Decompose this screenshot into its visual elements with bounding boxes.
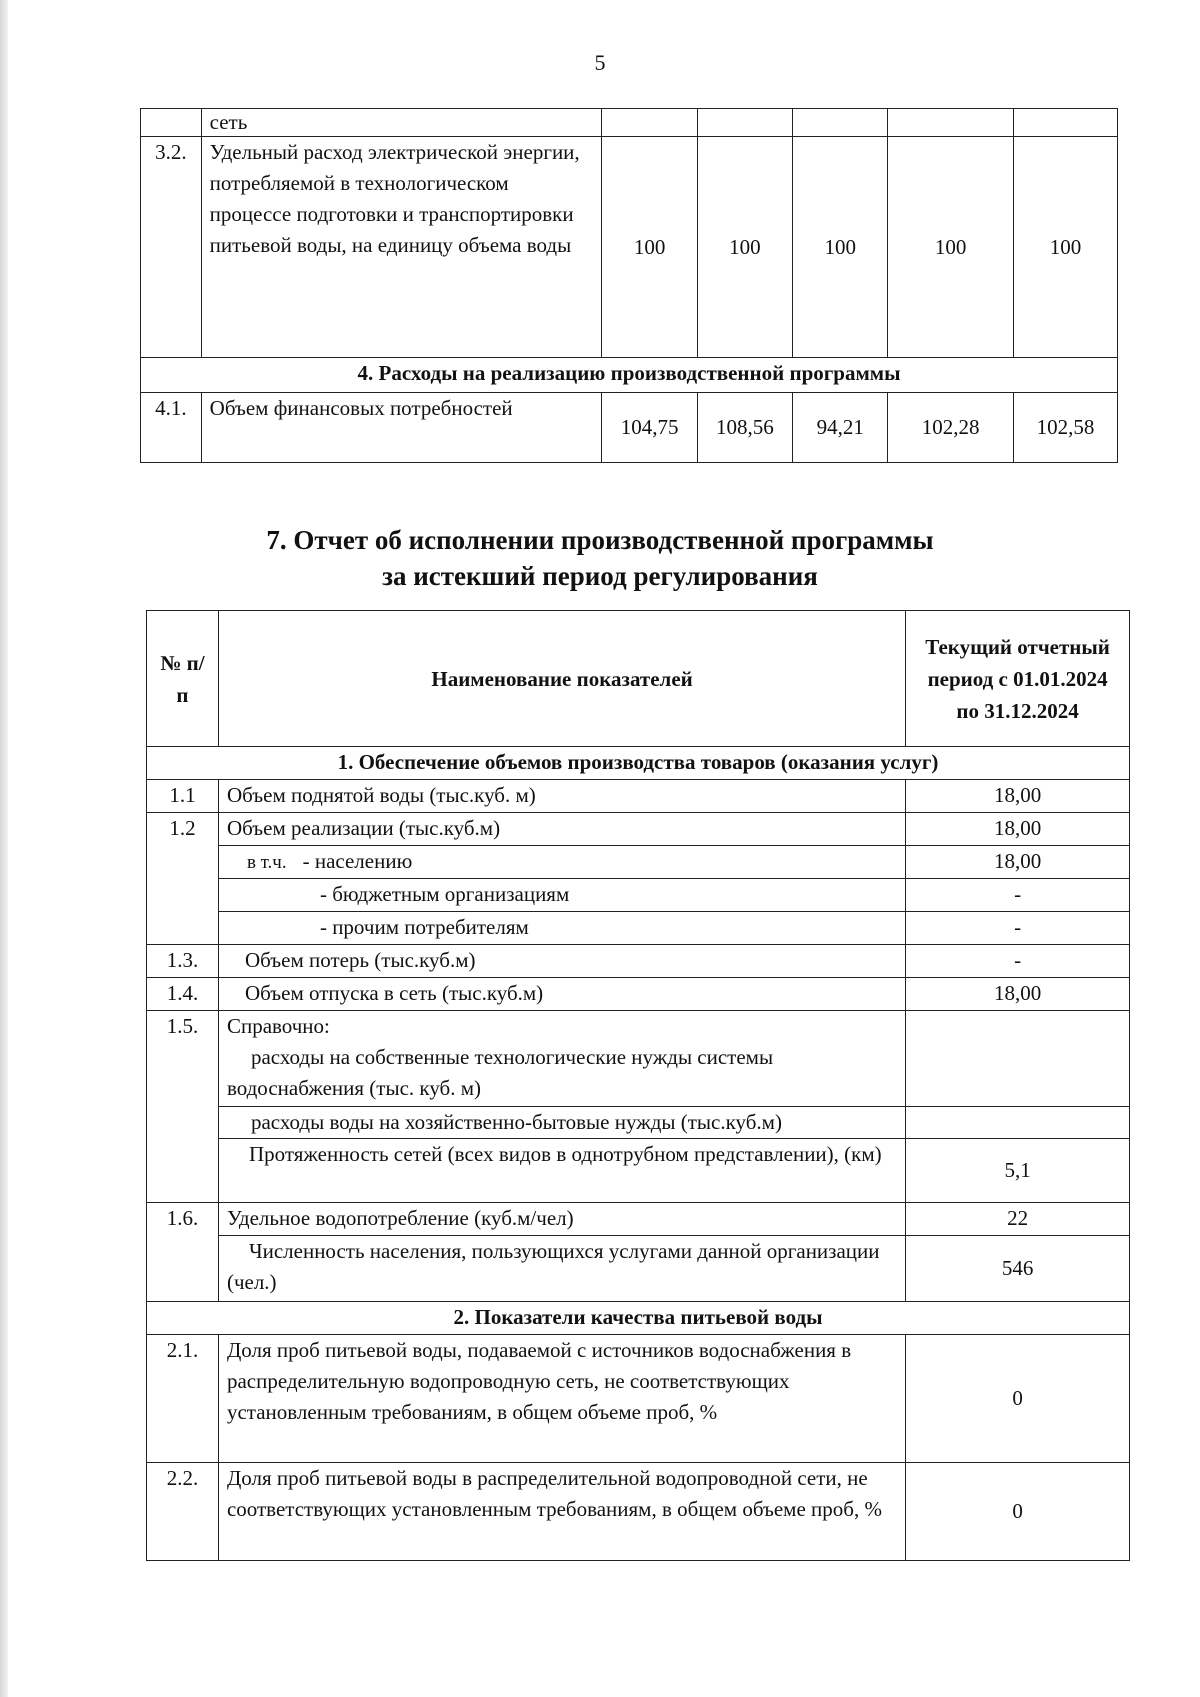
header-name: Наименование показателей — [218, 611, 905, 747]
table-row — [147, 1335, 1130, 1463]
row-name-cell: Протяженность сетей (всех видов в однотрубном представлении), (км) — [218, 1139, 905, 1203]
section-row — [147, 1302, 1130, 1335]
section-row — [141, 358, 1118, 393]
value-cell — [697, 109, 792, 137]
header-row — [147, 611, 1130, 747]
value-cell — [906, 1107, 1130, 1139]
table-row — [147, 879, 1130, 912]
page-number: 5 — [594, 50, 606, 75]
table-row — [141, 393, 1118, 463]
table-row — [147, 1203, 1130, 1236]
row-name-cell: Объем финансовых потребностей — [201, 393, 602, 463]
table-row — [147, 1011, 1130, 1107]
value-cell: 102,58 — [1013, 393, 1117, 463]
report-table — [146, 610, 1130, 1561]
value-cell: 102,28 — [888, 393, 1014, 463]
table-row — [147, 912, 1130, 945]
section-heading: 2. Показатели качества питьевой воды — [147, 1302, 1130, 1335]
table-row — [147, 1463, 1130, 1561]
table-row — [147, 1107, 1130, 1139]
section-heading: 4. Расходы на реализацию производственной программы — [141, 358, 1118, 393]
table-row — [147, 846, 1130, 879]
value-cell — [888, 109, 1014, 137]
table-row — [147, 1236, 1130, 1302]
row-name-cell — [218, 1011, 905, 1107]
value-cell: - — [906, 879, 1130, 912]
row-name-text: - населению — [302, 849, 413, 873]
row-number-cell: 1.6. — [147, 1203, 219, 1302]
header-period: Текущий отчетный период с 01.01.2024 по 31.12.2024 — [906, 611, 1130, 747]
section-heading: 1. Обеспечение объемов производства товаров (оказания услуг) — [147, 747, 1130, 780]
row-name-cell: Численность населения, пользующихся услугами данной организации (чел.) — [218, 1236, 905, 1302]
value-cell: 0 — [906, 1335, 1130, 1463]
value-cell — [793, 109, 888, 137]
value-cell: 18,00 — [906, 813, 1130, 846]
section-row — [147, 747, 1130, 780]
table-row — [141, 109, 1118, 137]
table-row — [147, 945, 1130, 978]
row-number-cell: 4.1. — [141, 393, 202, 463]
value-cell — [906, 1011, 1130, 1107]
table-row — [147, 1139, 1130, 1203]
value-cell: 100 — [1013, 137, 1117, 358]
value-cell: 22 — [906, 1203, 1130, 1236]
table-row — [147, 780, 1130, 813]
section-title-line1: 7. Отчет об исполнении производственной программы — [266, 525, 934, 555]
row-prefix: в т.ч. — [246, 852, 287, 873]
value-cell: 104,75 — [602, 393, 697, 463]
row-name-cell — [218, 846, 905, 879]
row-name-cell: Объем потерь (тыс.куб.м) — [218, 945, 905, 978]
row-number-cell: 1.2 — [147, 813, 219, 945]
value-cell: 18,00 — [906, 846, 1130, 879]
value-cell: 100 — [602, 137, 697, 358]
value-cell: 546 — [906, 1236, 1130, 1302]
value-cell: 5,1 — [906, 1139, 1130, 1203]
value-cell: - — [906, 945, 1130, 978]
row-number-cell: 2.1. — [147, 1335, 219, 1463]
value-cell: 100 — [697, 137, 792, 358]
row-label: Справочно: — [226, 1014, 330, 1038]
table-row — [147, 978, 1130, 1011]
value-cell: 100 — [888, 137, 1014, 358]
indicators-table-continued — [140, 108, 1118, 463]
row-number-cell: 3.2. — [141, 137, 202, 358]
row-number-cell: 1.3. — [147, 945, 219, 978]
row-number-cell — [141, 109, 202, 137]
value-cell — [602, 109, 697, 137]
row-name-cell: сеть — [201, 109, 602, 137]
value-cell: 108,56 — [697, 393, 792, 463]
value-cell: 0 — [906, 1463, 1130, 1561]
row-name-cell: Объем отпуска в сеть (тыс.куб.м) — [218, 978, 905, 1011]
row-name-text: расходы на собственные технологические нужды системы водоснабжения (тыс. куб. м) — [226, 1045, 774, 1100]
value-cell: 94,21 — [793, 393, 888, 463]
row-number-cell: 1.5. — [147, 1011, 219, 1203]
scan-edge-strip — [0, 0, 8, 1697]
row-name-cell: расходы воды на хозяйственно-бытовые нужды (тыс.куб.м) — [218, 1107, 905, 1139]
table-row — [141, 137, 1118, 358]
row-name-cell: Доля проб питьевой воды в распределительной водопроводной сети, не соответствующих установленным требованиям, в общем объеме проб, % — [218, 1463, 905, 1561]
row-name-cell: Объем реализации (тыс.куб.м) — [218, 813, 905, 846]
row-name-cell: - прочим потребителям — [218, 912, 905, 945]
table-row — [147, 813, 1130, 846]
header-number: № п/п — [147, 611, 219, 747]
value-cell: - — [906, 912, 1130, 945]
row-number-cell: 1.1 — [147, 780, 219, 813]
row-name-cell: - бюджетным организациям — [218, 879, 905, 912]
row-number-cell: 1.4. — [147, 978, 219, 1011]
row-name-cell: Объем поднятой воды (тыс.куб. м) — [218, 780, 905, 813]
value-cell: 18,00 — [906, 978, 1130, 1011]
value-cell: 18,00 — [906, 780, 1130, 813]
section-title-line2: за истекший период регулирования — [382, 561, 818, 591]
row-name-cell: Удельный расход электрической энергии, потребляемой в технологическом процессе подготовки и транспортировки питьевой воды, на единицу объема воды — [201, 137, 602, 358]
value-cell: 100 — [793, 137, 888, 358]
row-name-cell: Удельное водопотребление (куб.м/чел) — [218, 1203, 905, 1236]
row-number-cell: 2.2. — [147, 1463, 219, 1561]
value-cell — [1013, 109, 1117, 137]
row-name-cell: Доля проб питьевой воды, подаваемой с источников водоснабжения в распределительную водопроводную сеть, не соответствующих установленным требованиям, в общем объеме проб, % — [218, 1335, 905, 1463]
